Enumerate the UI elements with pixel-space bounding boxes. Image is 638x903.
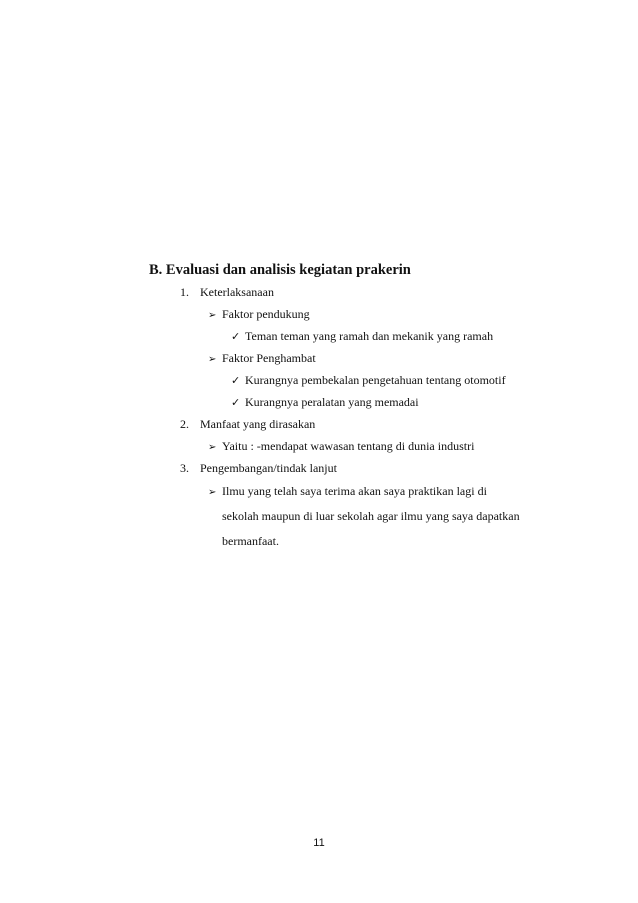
sub-item-ilmu (208, 484, 487, 500)
check-item-peralatan (231, 395, 419, 410)
list-item-text: Keterlaksanaan (200, 285, 274, 299)
check-item-teman (231, 329, 493, 344)
check-item-text: Teman teman yang ramah dan mekanik yang ramah (245, 329, 494, 343)
list-number: 1. (180, 285, 189, 299)
sub-item-text: Yaitu : -mendapat wawasan tentang di dunia industri (222, 439, 475, 453)
arrow-bullet-icon: ➢ (208, 487, 217, 498)
section-heading: B. Evaluasi dan analisis kegiatan prakerin (149, 262, 411, 278)
list-item-text: Manfaat yang dirasakan (200, 417, 316, 431)
checkmark-icon: ✓ (231, 330, 241, 343)
sub-item-faktor-penghambat (208, 351, 316, 367)
list-item-text: Pengembangan/tindak lanjut (200, 461, 337, 475)
check-item-text: Kurangnya pembekalan pengetahuan tentang otomotif (245, 373, 506, 387)
sub-item-faktor-pendukung (208, 307, 310, 323)
checkmark-icon: ✓ (231, 396, 241, 409)
sub-item-ilmu-line3: bermanfaat. (222, 534, 279, 548)
arrow-bullet-icon: ➢ (208, 354, 217, 365)
sub-item-ilmu-line2: sekolah maupun di luar sekolah agar ilmu yang saya dapatkan (222, 509, 520, 523)
sub-item-text: Faktor Penghambat (222, 351, 316, 365)
checkmark-icon: ✓ (231, 374, 241, 387)
list-item-3 (180, 461, 337, 475)
list-number: 2. (180, 417, 189, 431)
list-number: 3. (180, 461, 189, 475)
sub-item-text: Ilmu yang telah saya terima akan saya praktikan lagi di (222, 484, 487, 498)
list-item-1 (180, 285, 274, 299)
page-number: 11 (313, 837, 325, 849)
sub-item-text: Faktor pendukung (222, 307, 310, 321)
list-item-2 (180, 417, 315, 431)
arrow-bullet-icon: ➢ (208, 442, 217, 453)
check-item-pembekalan (231, 373, 506, 388)
sub-item-yaitu (208, 439, 474, 455)
arrow-bullet-icon: ➢ (208, 310, 217, 321)
check-item-text: Kurangnya peralatan yang memadai (245, 395, 419, 409)
